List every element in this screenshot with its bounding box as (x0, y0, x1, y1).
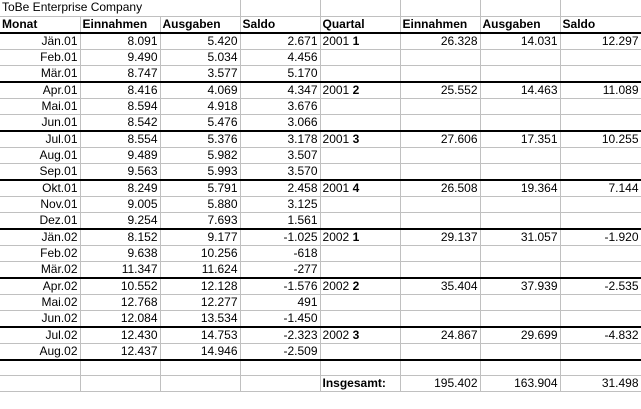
quartal-year: 2002 (322, 278, 350, 293)
quartal-ausgaben-cell[interactable] (480, 163, 560, 180)
quartal-cell[interactable] (320, 131, 400, 148)
ausgaben-cell[interactable]: 14.946 (160, 343, 240, 360)
quartal-einnahmen-cell[interactable]: 25.552 (400, 82, 480, 99)
quartal-saldo-cell[interactable]: 11.089 (560, 82, 641, 99)
quartal-number: 2 (352, 82, 360, 97)
quartal-einnahmen-cell[interactable]: 26.328 (400, 33, 480, 50)
month-cell[interactable]: Okt.01 (0, 180, 80, 197)
quartal-saldo-cell[interactable] (560, 310, 641, 327)
quartal-cell[interactable] (320, 294, 400, 310)
quartal-cell[interactable] (320, 261, 400, 278)
table-row (0, 49, 641, 65)
header-ausgaben[interactable]: Ausgaben (160, 16, 240, 33)
einnahmen-cell[interactable]: 9.638 (80, 245, 160, 261)
quartal-saldo-cell[interactable] (560, 65, 641, 82)
quartal-cell[interactable] (320, 114, 400, 131)
quartal-saldo-cell[interactable]: -2.535 (560, 278, 641, 295)
total-saldo[interactable]: 31.498 (560, 376, 641, 392)
saldo-cell[interactable]: 1.561 (240, 212, 320, 229)
quartal-saldo-cell[interactable] (560, 212, 641, 229)
quartal-cell[interactable] (320, 229, 400, 246)
table-row (0, 98, 641, 114)
einnahmen-cell[interactable]: 9.005 (80, 196, 160, 212)
quartal-year: 2002 (322, 327, 350, 342)
table-row (0, 278, 641, 295)
table-row (0, 212, 641, 229)
ausgaben-cell[interactable]: 5.880 (160, 196, 240, 212)
ausgaben-cell[interactable]: 3.577 (160, 65, 240, 82)
table-row (0, 163, 641, 180)
quartal-ausgaben-cell[interactable]: 31.057 (480, 229, 560, 246)
einnahmen-cell[interactable]: 9.489 (80, 147, 160, 163)
cell[interactable] (80, 376, 160, 392)
quartal-ausgaben-cell[interactable] (480, 196, 560, 212)
quartal-einnahmen-cell[interactable] (400, 49, 480, 65)
saldo-cell[interactable]: 4.347 (240, 82, 320, 99)
cell[interactable] (240, 360, 320, 376)
quartal-einnahmen-cell[interactable] (400, 245, 480, 261)
header-einnahmen[interactable]: Einnahmen (80, 16, 160, 33)
quartal-ausgaben-cell[interactable] (480, 343, 560, 360)
quartal-saldo-cell[interactable]: -1.920 (560, 229, 641, 246)
quartal-ausgaben-cell[interactable] (480, 245, 560, 261)
quartal-saldo-cell[interactable] (560, 294, 641, 310)
cell[interactable] (320, 0, 400, 16)
quartal-cell[interactable] (320, 49, 400, 65)
quartal-ausgaben-cell[interactable] (480, 261, 560, 278)
quartal-einnahmen-cell[interactable] (400, 294, 480, 310)
quartal-saldo-cell[interactable] (560, 147, 641, 163)
table-row (0, 245, 641, 261)
quartal-year: 2002 (322, 229, 350, 244)
quartal-ausgaben-cell[interactable]: 29.699 (480, 327, 560, 344)
quartal-einnahmen-cell[interactable] (400, 310, 480, 327)
quartal-year: 2001 (322, 82, 350, 97)
cell[interactable] (160, 360, 240, 376)
table-row (0, 147, 641, 163)
cell[interactable] (0, 360, 80, 376)
total-einnahmen[interactable]: 195.402 (400, 376, 480, 392)
saldo-cell[interactable]: 5.170 (240, 65, 320, 82)
ausgaben-cell[interactable]: 5.420 (160, 33, 240, 50)
month-cell[interactable]: Dez.01 (0, 212, 80, 229)
quartal-saldo-cell[interactable] (560, 245, 641, 261)
saldo-cell[interactable]: 2.671 (240, 33, 320, 50)
quartal-number: 3 (352, 131, 360, 146)
cell[interactable] (560, 360, 641, 376)
month-cell[interactable]: Jul.02 (0, 327, 80, 344)
cell[interactable] (480, 0, 560, 16)
quartal-saldo-cell[interactable] (560, 163, 641, 180)
ausgaben-cell[interactable]: 9.177 (160, 229, 240, 246)
quartal-einnahmen-cell[interactable] (400, 163, 480, 180)
cell[interactable] (240, 0, 320, 16)
header-row (0, 16, 641, 33)
ausgaben-cell[interactable]: 4.918 (160, 98, 240, 114)
quartal-cell[interactable] (320, 180, 400, 197)
quartal-einnahmen-cell[interactable] (400, 196, 480, 212)
ausgaben-cell[interactable]: 5.476 (160, 114, 240, 131)
saldo-cell[interactable]: -277 (240, 261, 320, 278)
quartal-einnahmen-cell[interactable] (400, 261, 480, 278)
quartal-ausgaben-cell[interactable] (480, 212, 560, 229)
quartal-saldo-cell[interactable]: 7.144 (560, 180, 641, 197)
month-cell[interactable]: Sep.01 (0, 163, 80, 180)
ausgaben-cell[interactable]: 14.753 (160, 327, 240, 344)
quartal-einnahmen-cell[interactable]: 27.606 (400, 131, 480, 148)
month-cell[interactable]: Feb.02 (0, 245, 80, 261)
ausgaben-cell[interactable]: 5.982 (160, 147, 240, 163)
quartal-saldo-cell[interactable]: 12.297 (560, 33, 641, 50)
ausgaben-cell[interactable]: 4.069 (160, 82, 240, 99)
table-row (0, 196, 641, 212)
saldo-cell[interactable]: 3.125 (240, 196, 320, 212)
einnahmen-cell[interactable]: 8.594 (80, 98, 160, 114)
einnahmen-cell[interactable]: 8.416 (80, 82, 160, 99)
ausgaben-cell[interactable]: 5.034 (160, 49, 240, 65)
ausgaben-cell[interactable]: 7.693 (160, 212, 240, 229)
quartal-saldo-cell[interactable]: 10.255 (560, 131, 641, 148)
quartal-cell[interactable] (320, 278, 400, 295)
saldo-cell[interactable]: -1.025 (240, 229, 320, 246)
month-cell[interactable]: Apr.01 (0, 82, 80, 99)
quartal-number: 1 (352, 33, 360, 48)
quartal-einnahmen-cell[interactable] (400, 114, 480, 131)
quartal-saldo-cell[interactable]: -4.832 (560, 327, 641, 344)
month-cell[interactable]: Jän.01 (0, 33, 80, 50)
ausgaben-cell[interactable]: 12.277 (160, 294, 240, 310)
cell[interactable] (160, 0, 240, 16)
cell[interactable] (480, 360, 560, 376)
header-quartal[interactable]: Quartal (320, 16, 400, 33)
quartal-ausgaben-cell[interactable]: 19.364 (480, 180, 560, 197)
quartal-einnahmen-cell[interactable] (400, 98, 480, 114)
totals-label[interactable]: Insgesamt: (320, 376, 400, 392)
einnahmen-cell[interactable]: 8.554 (80, 131, 160, 148)
einnahmen-cell[interactable]: 12.430 (80, 327, 160, 344)
cell[interactable] (560, 0, 641, 16)
totals-row (0, 376, 641, 392)
quartal-saldo-cell[interactable] (560, 114, 641, 131)
ausgaben-cell[interactable]: 5.791 (160, 180, 240, 197)
einnahmen-cell[interactable]: 10.552 (80, 278, 160, 295)
table-row (0, 261, 641, 278)
quartal-ausgaben-cell[interactable] (480, 98, 560, 114)
company-title[interactable]: ToBe Enterprise Company (0, 0, 160, 16)
quartal-ausgaben-cell[interactable] (480, 114, 560, 131)
saldo-cell[interactable]: 491 (240, 294, 320, 310)
einnahmen-cell[interactable]: 12.768 (80, 294, 160, 310)
quartal-ausgaben-cell[interactable]: 37.939 (480, 278, 560, 295)
einnahmen-cell[interactable]: 9.254 (80, 212, 160, 229)
einnahmen-cell[interactable]: 8.747 (80, 65, 160, 82)
header-quartal-einnahmen[interactable]: Einnahmen (400, 16, 480, 33)
cell[interactable] (0, 376, 80, 392)
einnahmen-cell[interactable]: 11.347 (80, 261, 160, 278)
month-cell[interactable]: Mär.02 (0, 261, 80, 278)
ausgaben-cell[interactable]: 5.993 (160, 163, 240, 180)
month-cell[interactable]: Aug.02 (0, 343, 80, 360)
table-row (0, 327, 641, 344)
table-row (0, 33, 641, 50)
quartal-cell[interactable] (320, 310, 400, 327)
saldo-cell[interactable]: -618 (240, 245, 320, 261)
header-quartal-saldo[interactable]: Saldo (560, 16, 641, 33)
quartal-cell[interactable] (320, 196, 400, 212)
einnahmen-cell[interactable]: 12.437 (80, 343, 160, 360)
month-cell[interactable]: Mär.01 (0, 65, 80, 82)
quartal-cell[interactable] (320, 98, 400, 114)
quartal-einnahmen-cell[interactable] (400, 212, 480, 229)
ausgaben-cell[interactable]: 13.534 (160, 310, 240, 327)
quartal-number: 3 (352, 327, 360, 342)
quartal-ausgaben-cell[interactable]: 17.351 (480, 131, 560, 148)
header-quartal-ausgaben[interactable]: Ausgaben (480, 16, 560, 33)
cell[interactable] (400, 0, 480, 16)
quartal-einnahmen-cell[interactable] (400, 343, 480, 360)
quartal-einnahmen-cell[interactable] (400, 147, 480, 163)
cell[interactable] (80, 360, 160, 376)
saldo-cell[interactable]: 3.066 (240, 114, 320, 131)
quartal-cell[interactable] (320, 245, 400, 261)
quartal-cell[interactable] (320, 343, 400, 360)
month-cell[interactable]: Mai.02 (0, 294, 80, 310)
ausgaben-cell[interactable]: 12.128 (160, 278, 240, 295)
saldo-cell[interactable]: 3.676 (240, 98, 320, 114)
month-cell[interactable]: Jun.02 (0, 310, 80, 327)
table-row (0, 82, 641, 99)
einnahmen-cell[interactable]: 12.084 (80, 310, 160, 327)
month-cell[interactable]: Jän.02 (0, 229, 80, 246)
saldo-cell[interactable]: -1.576 (240, 278, 320, 295)
cell[interactable] (240, 376, 320, 392)
table-row (0, 229, 641, 246)
quartal-year: 2001 (322, 180, 350, 195)
quartal-cell[interactable] (320, 147, 400, 163)
saldo-cell[interactable]: 2.458 (240, 180, 320, 197)
saldo-cell[interactable]: -1.450 (240, 310, 320, 327)
month-cell[interactable]: Aug.01 (0, 147, 80, 163)
saldo-cell[interactable]: -2.323 (240, 327, 320, 344)
einnahmen-cell[interactable]: 9.490 (80, 49, 160, 65)
month-cell[interactable]: Jul.01 (0, 131, 80, 148)
quartal-ausgaben-cell[interactable] (480, 294, 560, 310)
saldo-cell[interactable]: 4.456 (240, 49, 320, 65)
quartal-year: 2001 (322, 33, 350, 48)
quartal-cell[interactable] (320, 327, 400, 344)
empty-row (0, 360, 641, 376)
table-row (0, 343, 641, 360)
month-cell[interactable]: Feb.01 (0, 49, 80, 65)
quartal-ausgaben-cell[interactable] (480, 310, 560, 327)
ausgaben-cell[interactable]: 5.376 (160, 131, 240, 148)
quartal-cell[interactable] (320, 65, 400, 82)
header-saldo[interactable]: Saldo (240, 16, 320, 33)
header-monat[interactable]: Monat (0, 16, 80, 33)
quartal-cell[interactable] (320, 82, 400, 99)
quartal-ausgaben-cell[interactable]: 14.031 (480, 33, 560, 50)
einnahmen-cell[interactable]: 8.091 (80, 33, 160, 50)
quartal-saldo-cell[interactable] (560, 196, 641, 212)
table-row (0, 294, 641, 310)
quartal-cell[interactable] (320, 163, 400, 180)
saldo-cell[interactable]: 3.570 (240, 163, 320, 180)
quartal-einnahmen-cell[interactable]: 35.404 (400, 278, 480, 295)
quartal-ausgaben-cell[interactable] (480, 49, 560, 65)
quartal-einnahmen-cell[interactable]: 29.137 (400, 229, 480, 246)
table-row (0, 180, 641, 197)
month-cell[interactable]: Nov.01 (0, 196, 80, 212)
cell[interactable] (320, 360, 400, 376)
einnahmen-cell[interactable]: 8.249 (80, 180, 160, 197)
quartal-ausgaben-cell[interactable]: 14.463 (480, 82, 560, 99)
einnahmen-cell[interactable]: 8.542 (80, 114, 160, 131)
saldo-cell[interactable]: 3.178 (240, 131, 320, 148)
quartal-cell[interactable] (320, 33, 400, 50)
month-cell[interactable]: Jun.01 (0, 114, 80, 131)
quartal-einnahmen-cell[interactable] (400, 65, 480, 82)
quartal-saldo-cell[interactable] (560, 343, 641, 360)
quartal-saldo-cell[interactable] (560, 49, 641, 65)
table-row (0, 65, 641, 82)
quartal-ausgaben-cell[interactable] (480, 147, 560, 163)
quartal-saldo-cell[interactable] (560, 261, 641, 278)
quartal-year: 2001 (322, 131, 350, 146)
saldo-cell[interactable]: 3.507 (240, 147, 320, 163)
ausgaben-cell[interactable]: 10.256 (160, 245, 240, 261)
cell[interactable] (400, 360, 480, 376)
quartal-number: 4 (352, 180, 360, 195)
table-row (0, 114, 641, 131)
ausgaben-cell[interactable]: 11.624 (160, 261, 240, 278)
title-row (0, 0, 641, 16)
quartal-number: 1 (352, 229, 360, 244)
einnahmen-cell[interactable]: 8.152 (80, 229, 160, 246)
total-ausgaben[interactable]: 163.904 (480, 376, 560, 392)
quartal-cell[interactable] (320, 212, 400, 229)
quartal-number: 2 (352, 278, 360, 293)
cell[interactable] (160, 376, 240, 392)
table-row (0, 310, 641, 327)
quartal-einnahmen-cell[interactable]: 26.508 (400, 180, 480, 197)
table-row (0, 131, 641, 148)
quartal-einnahmen-cell[interactable]: 24.867 (400, 327, 480, 344)
month-cell[interactable]: Mai.01 (0, 98, 80, 114)
einnahmen-cell[interactable]: 9.563 (80, 163, 160, 180)
saldo-cell[interactable]: -2.509 (240, 343, 320, 360)
quartal-ausgaben-cell[interactable] (480, 65, 560, 82)
quartal-saldo-cell[interactable] (560, 98, 641, 114)
month-cell[interactable]: Apr.02 (0, 278, 80, 295)
